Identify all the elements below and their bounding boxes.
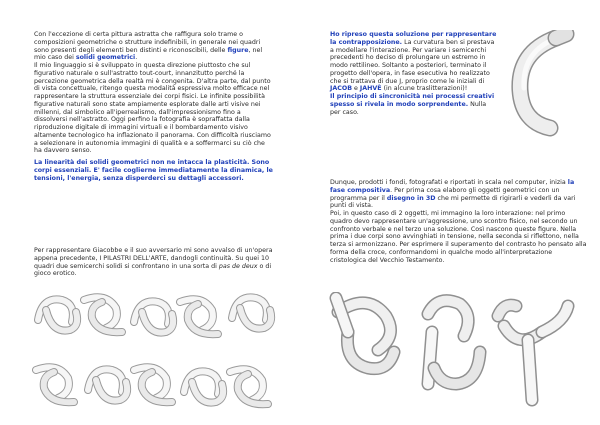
three-figures-row xyxy=(328,292,578,412)
figure-6 xyxy=(36,367,74,402)
figure-10 xyxy=(230,369,268,404)
name-jahve: JAHVÈ xyxy=(359,85,382,93)
left-text-column xyxy=(34,31,274,186)
keyword-compositive-phase: la fase compositiva xyxy=(330,179,575,194)
right-paragraph-3: Poi, in questo caso di 2 oggetti, mi immagino la loro interazione: nel primo quadro devo rappresentare un'aggressione, uno scontro fisico, nel secondo un confronto verbale e nel terzo una soluzione. Così nascono queste figure. Nella prima i due corpi sono avvinghiati in tensione, nella seconda si riflettono, nella terza si armonizzano. Per esprimere il superamento del contrasto ho pensato alla forma della croce, conformandomi in qualche modo all'interpretazione cristologica del Vecchio Testamento. xyxy=(330,210,587,264)
figure-reflection xyxy=(428,301,480,384)
j-shape-figure xyxy=(498,30,578,140)
left-paragraph-1: Con l'eccezione di certa pittura astratta che raffigura solo trame o composizioni geometriche o strutture indefinibili, in generale nei quadri sono presenti degli elementi ben distinti e riconoscibili, delle figure, nel mio caso dei solidi geometrici. Il mio linguaggio si è sviluppato in questa direzione piuttosto che sul figurativo naturale o sull'astratto tout-court, innanzitutto perché la percezione geometrica della realtà mi è congenita. D'altra parte, dal punto di vista concettuale, ritengo questa modalità espressiva molto efficace nel rappresentare la struttura essenziale dei corpi fisici. Le infinite possibilità figurative naturali sono state ampiamente esplorate dalle arti visive nei millenni, dal simbolico all'iperrealismo, dall'impressionismo fino a dissolversi nell'astratto. Oggi perfino la fotografia è sopraffatta dalla riproduzione digitale di immagini virtuali e il bombardamento visivo altamente tecnologico ha inflazionato il panorama. Con difficoltà riusciamo a selezionare in autonomia immagini di qualità e a soffermarci su ciò che ha davvero senso. xyxy=(34,31,271,155)
right-paragraph-1: Ho ripreso questa soluzione per rappresentare la contrapposizione. La curvatura ben si prestava a modellare l'interazione. Per variare i semicerchi precedenti ho deciso di prolungare un estremo in modo rettilineo. Soltanto a posteriori, terminato il progetto dell'opera, in fase esecutiva ho realizzato che si trattava di due J, proprio come le iniziali di JACOB e JAHVÈ (in alcune traslitterazioni)! Il principio di sincronicità nei processi creativi spesso si rivela in modo sorprendente. Nulla per caso. xyxy=(330,31,497,116)
right-paragraph-2: Dunque, prodotti i fondi, fotografati e riportati in scala nel computer, inizia la fase compositiva. Per prima cosa elaboro gli oggetti geometrici con un programma per il disegno in 3D che mi permette di rigirarli e vederli da vari punti di vista. Poi, in questo caso di 2 oggetti, mi immagino la loro interazione: nel primo quadro devo rappresentare un'aggressione, uno scontro fisico, nel secondo un confronto verbale e nel terzo una soluzione. Così nascono queste figure. Nella prima i due corpi sono avvinghiati in tensione, nella seconda si riflettono, nella terza si armonizzano. Per esprimere il superamento del contrasto ho pensato alla forma della croce, conformandomi in qualche modo all'interpretazione cristologica del Vecchio Testamento. xyxy=(330,179,587,264)
keyword-3d-drawing: disegno in 3D xyxy=(386,194,436,202)
semicircle-figures-grid xyxy=(30,288,280,418)
left-paragraph-4: Per rappresentare Giacobbe e il suo avversario mi sono avvalso di un'opera appena precedente, I PILASTRI DELL'ARTE, dandogli continuità. Su quei 10 quadri due semicerchi solidi si confrontano in una sorta di pas de deux o di gioco erotico. xyxy=(34,247,273,278)
figure-5 xyxy=(232,297,271,328)
left-highlight-paragraph: La linearità dei solidi geometrici non ne intacca la plasticità. Sono corpi essenziali. E' facile coglierne immediatamente la dinamica, le tensioni, l'energia, senza disperderci su dettagli accessori. xyxy=(34,159,273,182)
figure-3 xyxy=(134,301,173,332)
figure-4 xyxy=(180,299,218,334)
keyword-geometric-solids: solidi geometrici xyxy=(75,54,136,62)
right-text-column-lower xyxy=(330,179,588,268)
figure-8 xyxy=(134,367,172,402)
figure-cross xyxy=(498,305,568,400)
keyword-figure: figure xyxy=(227,46,249,54)
figure-2 xyxy=(84,297,122,332)
left-text-column-lower xyxy=(34,247,274,282)
figure-1 xyxy=(38,299,77,330)
left-paragraph-2: Il mio linguaggio si è sviluppato in questa direzione piuttosto che sul figurativo naturale o sull'astratto tout-court, innanzitutto perché la percezione geometrica della realtà mi è congenita. D'altra parte, dal punto di vista concettuale, ritengo questa modalità espressiva molto efficace nel rappresentare la struttura essenziale dei corpi fisici. Le infinite possibilità figurative naturali sono state ampiamente esplorate dalle arti visive nei millenni, dal simbolico all'iperrealismo, dall'impressionismo fino a dissolversi nell'astratto. Oggi perfino la fotografia è sopraffatta dalla riproduzione digitale di immagini virtuali e il bombardamento visivo altamente tecnologico ha inflazionato il panorama. Con difficoltà riusciamo a selezionare in autonomia immagini di qualità e a soffermarci su ciò che ha davvero senso. xyxy=(34,62,271,155)
figure-aggression xyxy=(336,298,394,369)
figure-7 xyxy=(88,369,127,400)
figure-9 xyxy=(184,371,223,402)
right-page xyxy=(300,0,600,425)
right-text-column xyxy=(330,31,498,120)
name-jacob: JACOB xyxy=(330,85,352,93)
